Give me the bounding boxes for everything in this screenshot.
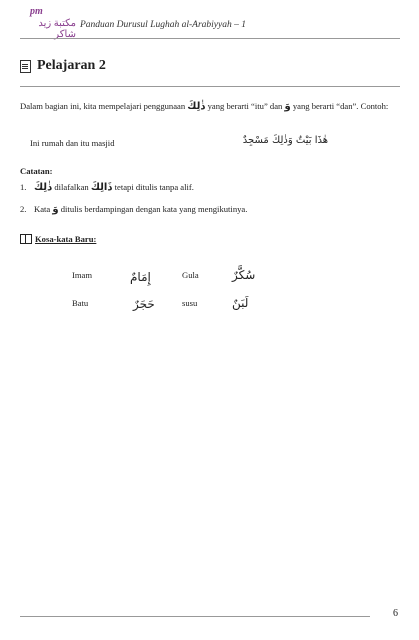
intro-paragraph — [20, 100, 402, 113]
running-title: Panduan Durusul Lughah al-Arabiyyah – 1 — [80, 20, 246, 30]
title-divider — [20, 86, 400, 87]
vocab-item-batu-arabic: حَجَرٌ — [133, 297, 155, 311]
note-1 — [20, 182, 194, 193]
example-arabic: هٰذَا بَيْتٌ وَذٰلِكَ مَسْجِدٌ — [242, 135, 328, 146]
intro-text-2: yang berarti “itu” dan — [205, 101, 285, 111]
note-1-text-2: tetapi ditulis tanpa alif. — [112, 182, 194, 192]
note-2-text-2: ditulis berdampingan dengan kata yang mengikutinya. — [58, 204, 248, 214]
vocab-item-gula-arabic: سُكَّرٌ — [232, 268, 256, 282]
note-1-arabic-1: ذٰلِكَ — [34, 182, 53, 193]
logo-mark: pm — [30, 6, 43, 17]
lesson-heading — [20, 58, 106, 74]
note-1-number: 1. — [20, 182, 27, 192]
example-indonesian: Ini rumah dan itu masjid — [30, 138, 115, 148]
footer-divider — [20, 616, 370, 617]
intro-text-3: yang berarti “dan”. Contoh: — [290, 101, 389, 111]
document-icon — [20, 60, 31, 73]
arabic-word-wa: وَ — [284, 101, 291, 112]
publisher-logo — [20, 6, 76, 40]
header-divider — [20, 38, 400, 39]
page-header — [20, 6, 400, 40]
note-1-text-1: dilafalkan — [52, 182, 91, 192]
note-2 — [20, 204, 247, 215]
vocab-item-imam-arabic: إِمَامٌ — [130, 270, 151, 284]
vocab-heading — [20, 234, 96, 244]
note-2-number: 2. — [20, 204, 27, 214]
notes-heading: Catatan: — [20, 166, 53, 176]
vocab-heading-label: Kosa-kata Baru: — [35, 234, 97, 244]
lesson-title: Pelajaran 2 — [37, 58, 106, 73]
vocab-item-gula-meaning: Gula — [182, 270, 199, 280]
note-2-arabic: وَ — [52, 204, 59, 215]
vocab-item-imam-meaning: Imam — [72, 270, 93, 280]
vocab-item-batu-meaning: Batu — [72, 298, 89, 308]
page-number: 6 — [393, 608, 398, 619]
book-icon — [20, 234, 32, 244]
vocab-item-susu-arabic: لَبَنٌ — [232, 296, 249, 310]
arabic-word-dzalika: ذٰلِكَ — [187, 101, 206, 112]
note-2-text-1: Kata — [34, 204, 53, 214]
logo-text: مكتبة زيد شاكر — [38, 18, 76, 40]
intro-text-1: Dalam bagian ini, kita mempelajari penggunaan — [20, 101, 188, 111]
vocab-item-susu-meaning: susu — [182, 298, 198, 308]
note-1-arabic-2: ذَالِكَ — [90, 182, 113, 193]
